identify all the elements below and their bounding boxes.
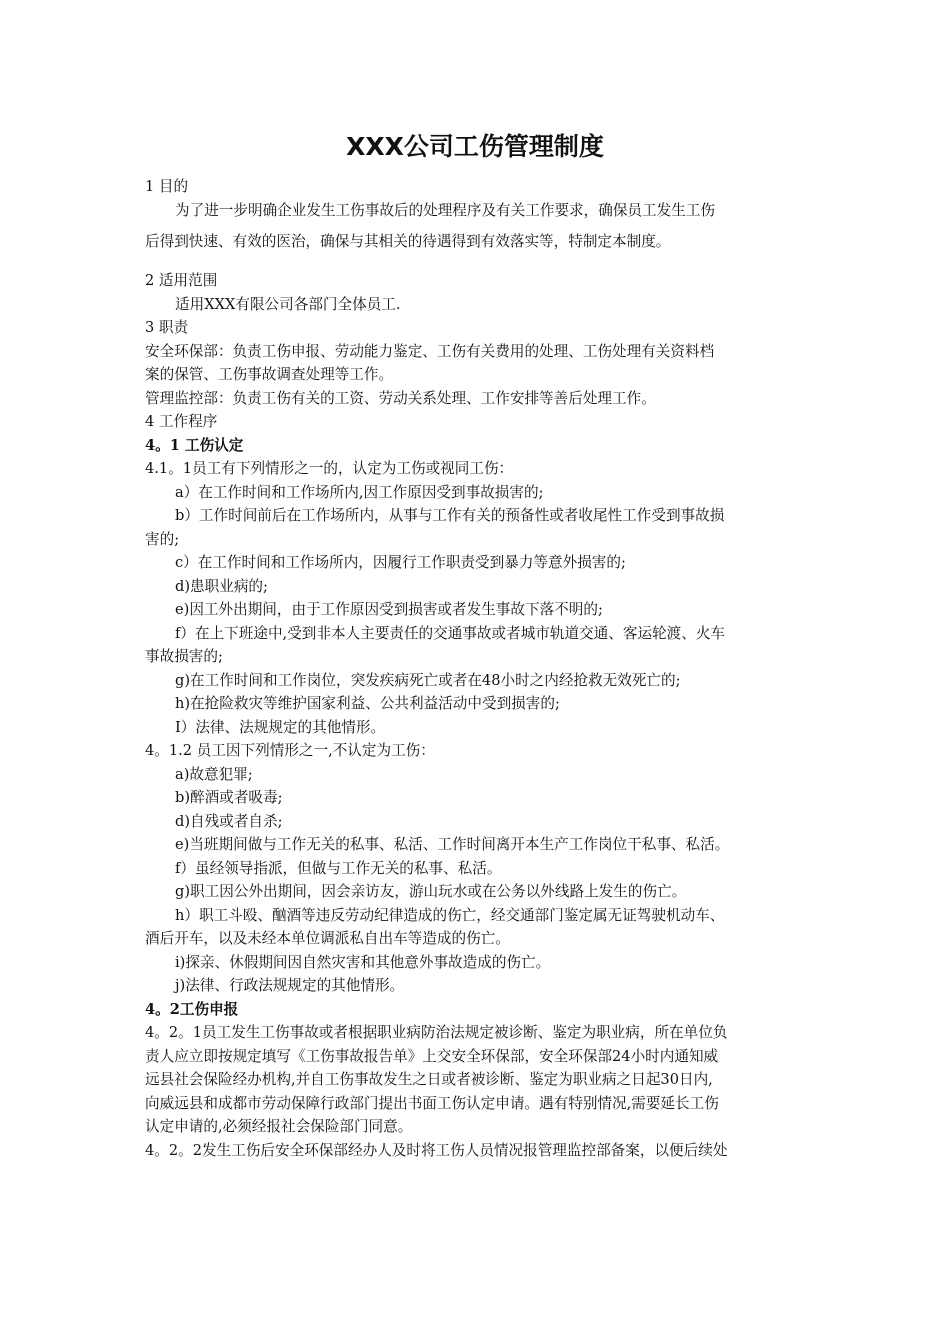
paragraph-line: 向威远县和成都市劳动保障行政部门提出书面工伤认定申请。遇有特别情况,需要延长工伤 [145, 1094, 719, 1112]
list-item-continuation: 酒后开车，以及未经本单位调派私自出车等造成的伤亡。 [145, 930, 510, 947]
section-heading: 2 适用范围 [145, 272, 218, 289]
list-item: g)职工因公外出期间，因会亲访友，游山玩水或在公务以外线路上发生的伤亡。 [175, 883, 687, 900]
paragraph-line: 适用XXX有限公司各部门全体员工. [175, 295, 401, 313]
paragraph-line: 案的保管、工伤事故调查处理等工作。 [145, 366, 394, 383]
list-item: a）在工作时间和工作场所内,因工作原因受到事故损害的; [175, 483, 544, 501]
list-item: h）职工斗殴、酗酒等违反劳动纪律造成的伤亡，经交通部门鉴定属无证驾驶机动车、 [175, 906, 725, 924]
section-heading: 4 工作程序 [145, 413, 218, 430]
list-item: f）虽经领导指派，但做与工作无关的私事、私活。 [175, 859, 502, 877]
paragraph-line: 管理监控部：负责工伤有关的工资、劳动关系处理、工作安排等善后处理工作。 [145, 389, 656, 407]
paragraph-line: 远县社会保险经办机构,并自工伤事故发生之日或者被诊断、鉴定为职业病之日起30日内, [145, 1071, 713, 1088]
list-item: h)在抢险救灾等维护国家利益、公共利益活动中受到损害的; [175, 695, 560, 712]
list-item: I）法律、法规规定的其他情形。 [175, 718, 386, 736]
section-heading: 3 职责 [145, 319, 189, 336]
paragraph-line: 后得到快速、有效的医治，确保与其相关的待遇得到有效落实等，特制定本制度。 [145, 233, 671, 250]
list-item: j)法律、行政法规规定的其他情形。 [175, 977, 405, 994]
paragraph-line: 4。1.2 员工因下列情形之一,不认定为工伤： [145, 742, 435, 759]
paragraph-line: 为了进一步明确企业发生工伤事故后的处理程序及有关工作要求，确保员工发生工伤 [175, 201, 715, 219]
list-item: e)因工外出期间，由于工作原因受到损害或者发生事故下落不明的; [175, 601, 603, 618]
paragraph-line: 4.1。1员工有下列情形之一的，认定为工伤或视同工伤： [145, 460, 514, 477]
paragraph-line: 责人应立即按规定填写《工伤事故报告单》上交安全环保部，安全环保部24小时内通知威 [145, 1047, 719, 1065]
list-item-continuation: 事故损害的; [145, 648, 223, 665]
paragraph-line: 4。2。1员工发生工伤事故或者根据职业病防治法规定被诊断、鉴定为职业病，所在单位负 [145, 1024, 728, 1041]
list-item: c）在工作时间和工作场所内，因履行工作职责受到暴力等意外损害的; [175, 554, 626, 571]
document-body [145, 175, 807, 1162]
list-item: a)故意犯罪; [175, 765, 253, 783]
list-item-continuation: 害的; [145, 530, 180, 548]
list-item: b)醉酒或者吸毒; [175, 789, 283, 806]
subsection-heading: 4。2工伤申报 [145, 1000, 239, 1018]
paragraph-line: 安全环保部：负责工伤申报、劳动能力鉴定、工伤有关费用的处理、工伤处理有关资料档 [145, 342, 715, 360]
section-heading: 1 目的 [145, 178, 189, 195]
list-item: d)自残或者自杀; [175, 812, 283, 830]
list-item: b）工作时间前后在工作场所内，从事与工作有关的预备性或者收尾性工作受到事故损 [175, 507, 725, 524]
list-item: d)患职业病的; [175, 577, 268, 595]
paragraph-line: 认定申请的,必须经报社会保险部门同意。 [145, 1118, 413, 1135]
list-item: i)探亲、休假期间因自然灾害和其他意外事故造成的伤亡。 [175, 953, 551, 971]
document-title: XXX公司工伤管理制度 [346, 132, 604, 161]
list-item: g)在工作时间和工作岗位，突发疾病死亡或者在48小时之内经抢救无效死亡的; [175, 671, 681, 689]
list-item: e)当班期间做与工作无关的私事、私活、工作时间离开本生产工作岗位干私事、私活。 [175, 836, 730, 853]
paragraph-line: 4。2。2发生工伤后安全环保部经办人及时将工伤人员情况报管理监控部备案，以便后续处 [145, 1141, 728, 1159]
subsection-heading: 4。1 工伤认定 [145, 436, 244, 454]
list-item: f）在上下班途中,受到非本人主要责任的交通事故或者城市轨道交通、客运轮渡、火车 [175, 624, 726, 642]
